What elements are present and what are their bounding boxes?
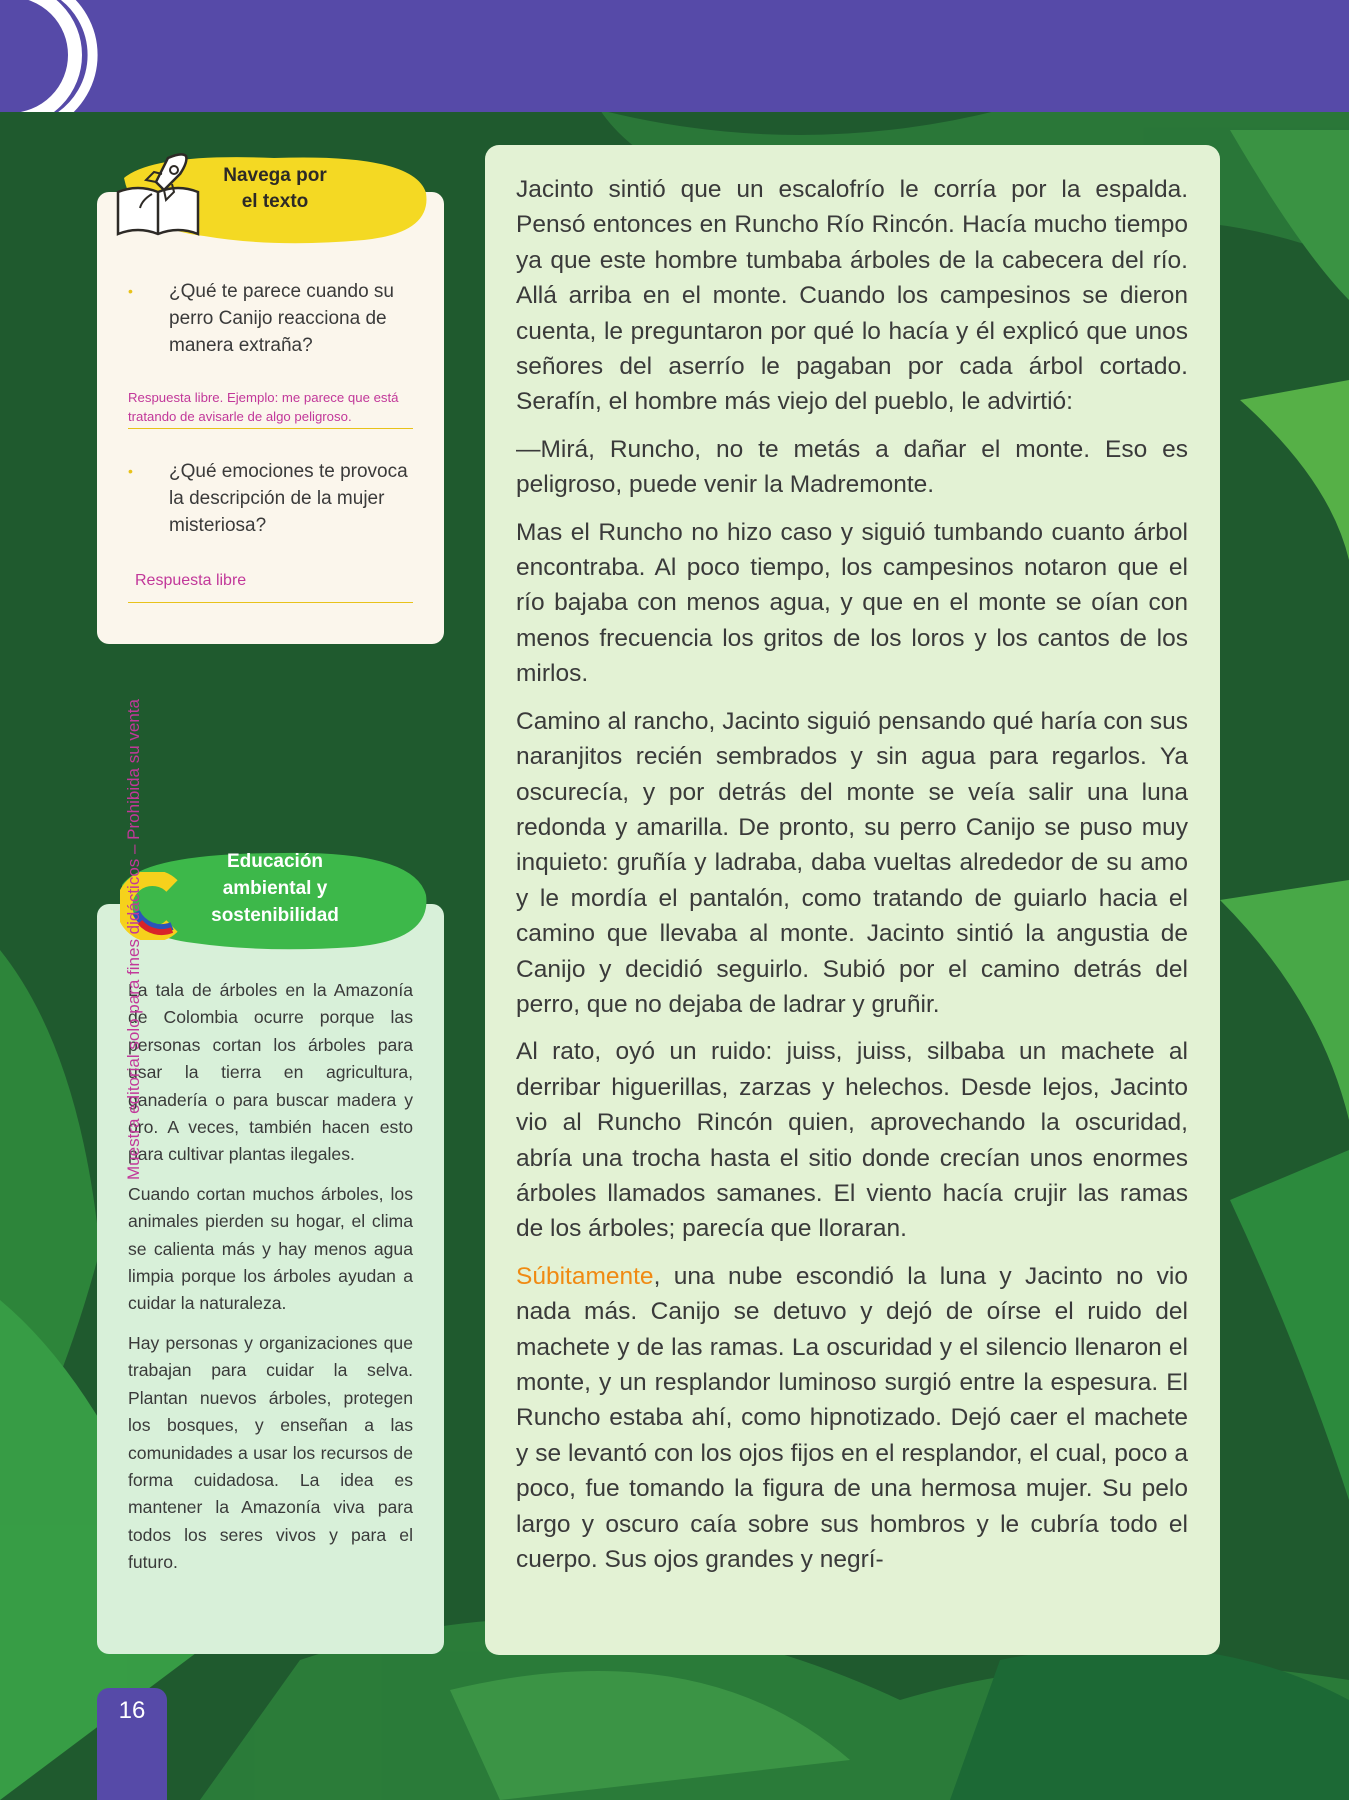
- header-arc-decoration: [0, 0, 120, 112]
- story-paragraph: Jacinto sintió que un escalofrío le corría por la espalda. Pensó entonces en Runcho Río Rincón. Hacía mucho tiempo ya que este hombre tumbaba árboles de la cabecera del río. Allá arriba en el monte. Cuando los campesinos se dieron cuenta, le preguntaron por qué lo hacía y él explicó que unos señores del aserrío le pagaban por cada árbol cortado. Serafín, el hombre más viejo del pueblo, le advirtió:: [516, 176, 1188, 416]
- question-1-text: ¿Qué te parece cuando su perro Canijo reacciona de manera extraña?: [169, 281, 394, 356]
- answer-2: Respuesta libre: [128, 570, 413, 603]
- educacion-paragraph: Cuando cortan muchos árboles, los animales pierden su hogar, el clima se calienta más y hay menos agua limpia porque los árboles ayudan a cuidar la naturaleza.: [128, 1183, 413, 1314]
- answer-1: Respuesta libre. Ejemplo: me parece que está tratando de avisarle de algo peligroso.: [128, 388, 413, 429]
- story-text: [516, 172, 1188, 1589]
- story-paragraph: Al rato, oyó un ruido: juiss, juiss, silbaba un machete al derribar higuerillas, zarzas y helechos. Desde lejos, Jacinto vio al Runcho Rincón quien, aprovechando la oscuridad, abría una trocha hasta el sitio donde crecían unos enormes árboles llamados samanes. El viento hacía crujir las ramas de los árboles; parecía que lloraran.: [516, 1038, 1188, 1243]
- educacion-title-line2: ambiental y: [222, 878, 328, 899]
- educacion-paragraph: La tala de árboles en la Amazonía de Colombia ocurre porque las personas cortan los árboles para usar la tierra en agricultura, ganadería o para buscar madera y oro. A veces, también hacen esto para cultivar plantas ilegales.: [128, 980, 413, 1165]
- story-paragraph-rest: , una nube escondió la luna y Jacinto no vio nada más. Canijo se detuvo y dejó de oírse el ruido del machete y de las ramas. La oscuridad y el silencio llenaron el monte, y un resplandor luminoso surgió entre la espesura. El Runcho estaba ahí, como hipnotizado. Dejó caer el machete y se levantó con los ojos fijos en el resplandor, el cual, poco a poco, fue tomando la figura de una hermosa mujer. Su pelo largo y oscuro caía sobre sus hombros y le cubría todo el cuerpo. Sus ojos grandes y negrí-: [516, 1262, 1188, 1574]
- book-rocket-icon: [112, 150, 204, 242]
- bullet-dot: •: [128, 283, 133, 299]
- educacion-title-line3: sostenibilidad: [211, 905, 339, 926]
- navega-title: [205, 163, 345, 215]
- header-band: [0, 0, 1349, 112]
- editorial-side-note: Muestra editorial solo para fines didácticos – Prohibida su venta: [124, 699, 143, 1180]
- story-paragraph: Mas el Runcho no hizo caso y siguió tumbando cuanto árbol encontraba. Al poco tiempo, los campesinos notaron que el río bajaba con menos agua, y que en el monte se oían con menos frecuencia los gritos de los loros y los cantos de los mirlos.: [516, 518, 1188, 688]
- educacion-title-line1: Educación: [226, 851, 324, 872]
- educacion-paragraph: Hay personas y organizaciones que trabajan para cuidar la selva. Plantan nuevos árboles, protegen los bosques, y enseñan a las comunidades a usar los recursos de forma cuidadosa. La idea es mantener la Amazonía viva para todos los seres vivos y para el futuro.: [128, 1332, 413, 1573]
- educacion-title: [190, 848, 360, 929]
- story-paragraph-last: [516, 1259, 1188, 1578]
- navega-title-line1: Navega por: [223, 165, 327, 186]
- educacion-text: [128, 977, 413, 1589]
- question-2: [128, 458, 418, 539]
- page-number: 16: [118, 1697, 146, 1724]
- question-1: [128, 278, 418, 359]
- story-paragraph: —Mirá, Runcho, no te metás a dañar el monte. Eso es peligroso, puede venir la Madremonte.: [516, 435, 1188, 499]
- story-paragraph: Camino al rancho, Jacinto siguió pensando qué haría con sus naranjitos recién sembrados y sin agua para regarlos. Ya oscurecía, y por detrás del monte se veía salir una luna redonda y amarilla. De pronto, su perro Canijo se puso muy inquieto: gruñía y ladraba, daba vueltas alrededor de su amo y le mordía el pantalón, como tratando de guiarlo hacia el camino que llevaba al monte. Jacinto sintió la angustia de Canijo y decidió seguirlo. Subió por el camino detrás del perro, que no dejaba de ladrar y gruñir.: [516, 707, 1188, 1018]
- bullet-dot: •: [128, 463, 133, 479]
- navega-title-line2: el texto: [241, 191, 309, 212]
- question-2-text: ¿Qué emociones te provoca la descripción de la mujer misteriosa?: [169, 461, 408, 536]
- highlighted-word: Súbitamente: [516, 1262, 654, 1290]
